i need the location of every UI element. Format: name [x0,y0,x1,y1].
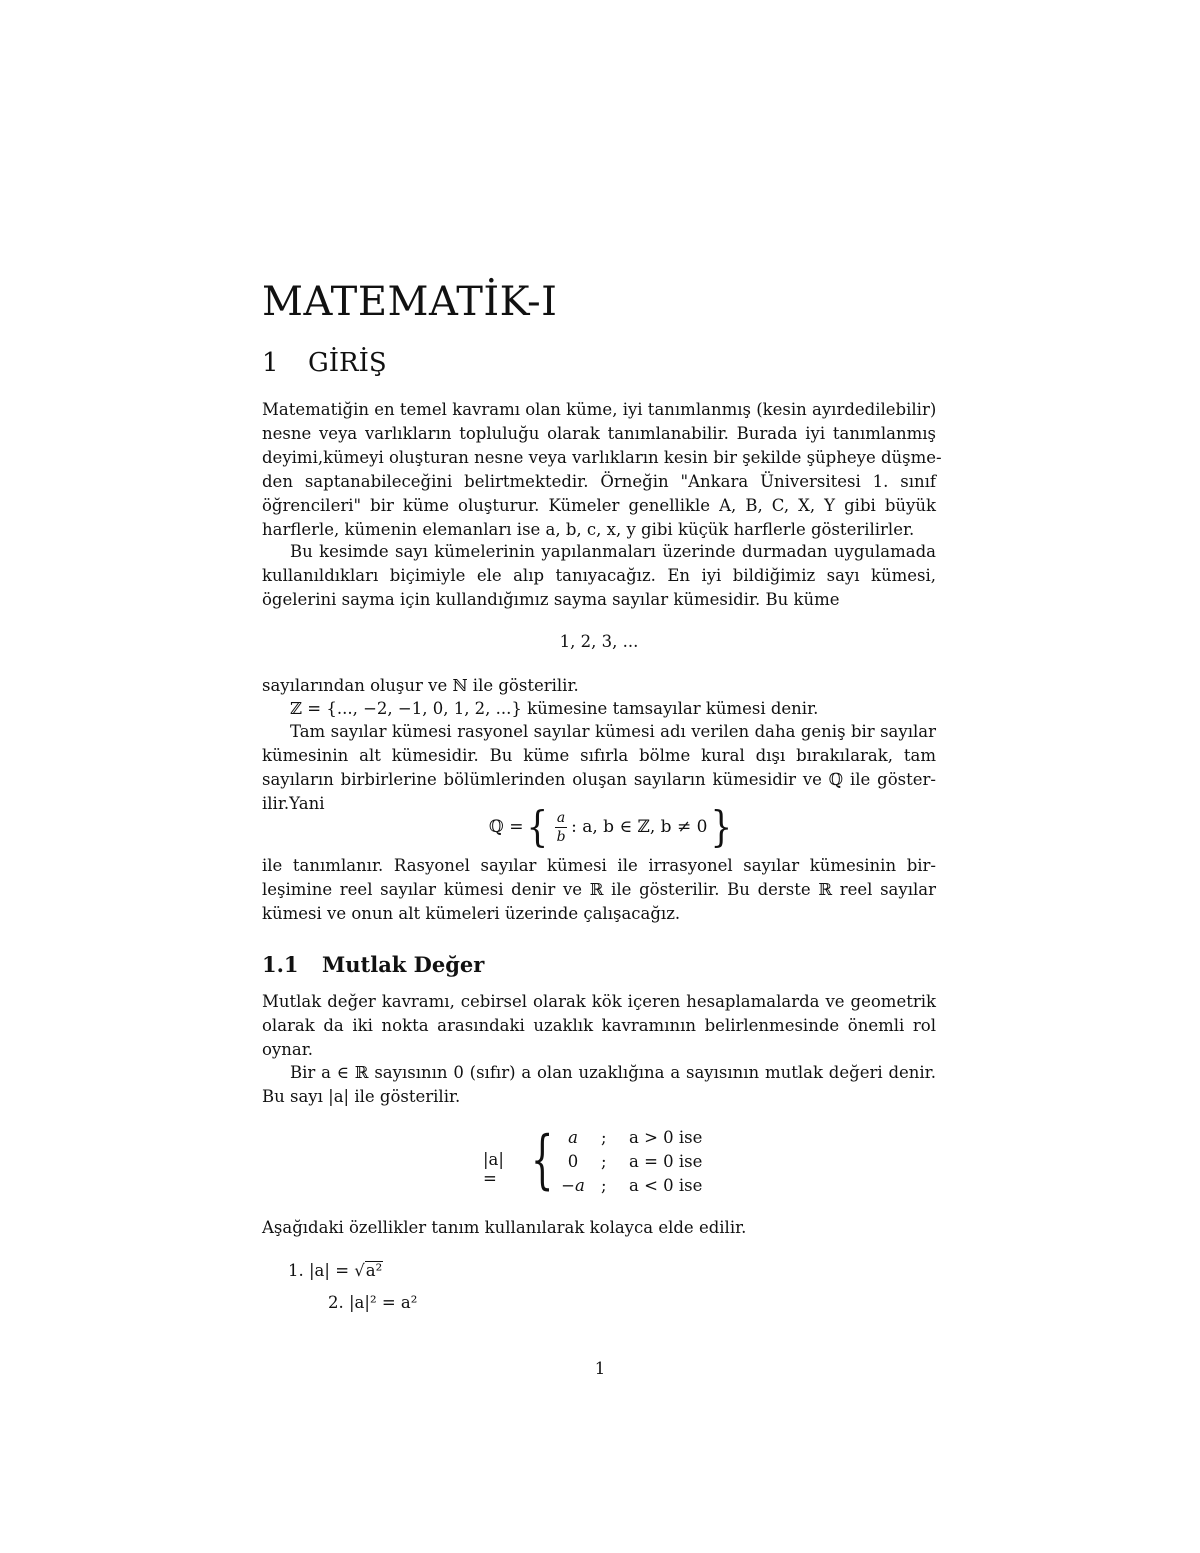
case-separator: ; [601,1152,607,1171]
case-row [553,1126,793,1150]
case-value: −a [561,1176,585,1195]
paragraph-line: leşimine reel sayılar kümesi denir ve ℝ ile gösterilir. Bu derste ℝ reel sayılar [262,880,936,899]
section-heading [262,346,387,380]
rational-set-definition [489,802,735,852]
cases-brace: { [531,1123,554,1197]
fraction-bar [555,827,567,828]
abs-lhs: |a| = [483,1150,504,1188]
integers-definition: ℤ = {..., −2, −1, 0, 1, 2, ...} kümesine tamsayılar kümesi denir. [290,699,819,718]
paragraph-line: Bu kesimde sayı kümelerinin yapılanmaları üzerinde durmadan uygulamada [290,542,936,561]
property-label: 1. [288,1261,304,1280]
paragraph-line: deyimi,kümeyi oluşturan nesne veya varlıkların kesin bir şekilde şüpheye düşme- [262,448,942,467]
paragraph-line: harflerle, kümenin elemanları ise a, b, c, x, y gibi küçük harflerle gösterilirler. [262,520,915,539]
rational-lhs: ℚ = [489,817,524,837]
property-formula: |a|² = a² [349,1293,418,1312]
rational-condition: : a, b ∈ ℤ, b ≠ 0 [571,817,708,837]
paragraph-line: Matematiğin en temel kavramı olan küme, iyi tanımlanmış (kesin ayırdedilebilir) [262,400,937,419]
property-item [288,1259,383,1283]
paragraph-line: Bir a ∈ ℝ sayısının 0 (sıfır) a olan uzaklığına a sayısının mutlak değeri denir. [290,1063,936,1082]
property-label: 2. [328,1293,344,1312]
fraction-numerator: a [556,809,566,826]
case-row [553,1150,793,1174]
case-value: a [568,1128,578,1147]
property-radicand: a² [365,1261,383,1280]
case-condition: a < 0 ise [629,1176,703,1195]
paragraph-line: ile tanımlanır. Rasyonel sayılar kümesi ile irrasyonel sayılar kümesinin bir- [262,856,936,875]
case-separator: ; [601,1176,607,1195]
paragraph-line: olarak da iki nokta arasındaki uzaklık kavramının belirlenmesinde önemli rol [262,1016,936,1035]
section-title: GİRİŞ [308,348,387,378]
paragraph-line: Tam sayılar kümesi rasyonel sayılar kümesi adı verilen daha geniş bir sayılar [290,722,936,741]
paragraph-line: öğrencileri" bir küme oluşturur. Kümeler genellikle A, B, C, X, Y gibi büyük [262,496,936,515]
counting-numbers-display: 1, 2, 3, ... [559,632,639,651]
paragraph-line: sayılarından oluşur ve ℕ ile gösterilir. [262,676,579,695]
property-item [328,1291,417,1315]
section-number: 1 [262,348,279,378]
page-number: 1 [594,1359,606,1378]
subsection-number: 1.1 [262,952,299,977]
case-condition: a = 0 ise [629,1152,703,1171]
fraction [555,810,567,845]
paragraph-line: Mutlak değer kavramı, cebirsel olarak kök içeren hesaplamalarda ve geometrik [262,992,936,1011]
paragraph-line: kümesinin alt kümesidir. Bu küme sıfırla bölme kural dışı bırakılarak, tam [262,746,936,765]
paragraph-line: Bu sayı |a| ile gösterilir. [262,1087,461,1106]
case-row [553,1174,793,1198]
paragraph-line: oynar. [262,1040,314,1059]
paragraph-line: sayıların birbirlerine bölümlerinden oluşan sayıların kümesidir ve ℚ ile göster- [262,770,936,789]
paragraph-line: kümesi ve onun alt kümeleri üzerinde çalışacağız. [262,904,681,923]
case-value: 0 [567,1152,579,1171]
right-brace: } [710,802,733,852]
paragraph-line: ögelerini sayma için kullandığımız sayma sayılar kümesidir. Bu küme [262,590,840,609]
subsection-title: Mutlak Değer [322,952,485,977]
paragraph-line: Aşağıdaki özellikler tanım kullanılarak kolayca elde edilir. [262,1218,747,1237]
case-condition: a > 0 ise [629,1128,703,1147]
document-title: MATEMATİK-I [262,279,558,325]
subsection-heading [262,950,484,980]
paragraph-line: den saptanabileceğini belirtmektedir. Örneğin "Ankara Üniversitesi 1. sınıf [262,472,936,491]
left-brace: { [526,802,549,852]
property-lhs: |a| = [309,1261,350,1280]
paragraph-line: nesne veya varlıkların topluluğu olarak tanımlanabilir. Burada iyi tanımlanmış [262,424,936,443]
fraction-denominator: b [556,828,566,845]
sqrt-sign: √ [354,1261,365,1280]
case-separator: ; [601,1128,607,1147]
paragraph-line: ilir.Yani [262,794,325,813]
paragraph-line: kullanıldıkları biçimiyle ele alıp tanıyacağız. En iyi bildiğimiz sayı kümesi, [262,566,936,585]
